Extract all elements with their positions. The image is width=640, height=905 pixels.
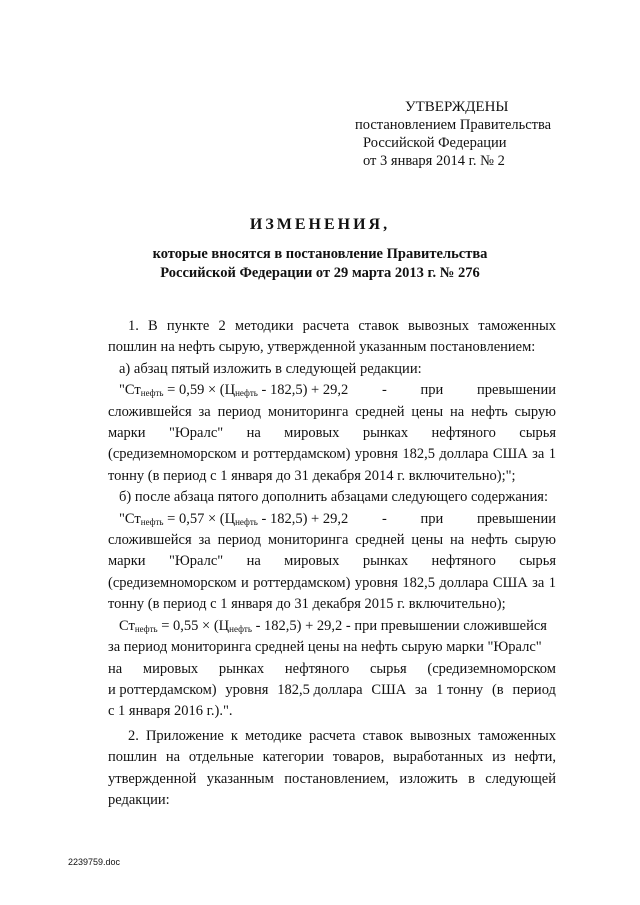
formula-2-line [108,509,556,530]
approval-date-line: от 3 января 2014 г. № 2 [363,153,505,169]
formula-1-expression: "$Ст_{нефть} = 0,59 \times (Ц_{нефть} - 182,5) + 29,2$ [119,382,349,399]
approval-block [355,98,605,170]
paragraph-1a: а) абзац пятый изложить в следующей редакции: [119,360,422,377]
formula-2-when: при [420,510,444,527]
formula-2-expression: "$Ст_{нефть} = 0,57 \times (Ц_{нефть} - 182,5) + 29,2$ [119,510,349,527]
formula-1-dash: - [381,382,387,399]
footer-filename: 2239759.doc [68,857,121,867]
formula-2-dash: - [381,510,387,527]
formula-1-word: превышении [477,382,556,399]
paragraph-1b: б) после абзаца пятого дополнить абзацами следующего содержания: [119,489,548,506]
paragraph-1-intro: 1. В пункте 2 методики расчета ставок вывозных таможенных пошлин на нефть сырую, утвержденной указанным постановлением: [108,318,556,356]
formula-3-line-5: с 1 января 2016 г.).". [108,703,233,720]
approval-title: УТВЕРЖДЕНЫ [405,99,509,115]
formula-1-when: при [420,382,444,399]
approval-line-2: Российской Федерации [363,135,507,151]
formula-3-line-4: и роттердамском) уровня 182,5 доллара США за 1 тонну (в период [108,681,556,698]
document-subtitle-line-1: которые вносятся в постановление Правительства [152,246,488,262]
paragraph-2: 2. Приложение к методике расчета ставок вывозных таможенных пошлин на отдельные категории товаров, выработанных из нефти, утвержденной указанным постановлением, изложить в следующей редакции: [108,727,556,808]
formula-3-line-2: за период мониторинга средней цены на нефть сырую марки "Юралс" [108,639,542,656]
formula-2-continuation: сложившейся за период мониторинга средней цены на нефть сырую марки "Юралс" на мировых рынках нефтяного сырья (средиземноморском и роттердамском) уровня 182,5 доллара США за 1 тонну (в период с 1 января до 31 декабря 2015 г. включительно); [108,532,556,613]
approval-line-1: постановлением Правительства [355,117,552,133]
document-subtitle-line-2: Российской Федерации от 29 марта 2013 г. № 276 [160,265,480,281]
formula-3-line-3: на мировых рынках нефтяного сырья (средиземноморском [108,660,556,677]
formula-1-continuation: сложившейся за период мониторинга средней цены на нефть сырую марки "Юралс" на мировых рынках нефтяного сырья (средиземноморском и роттердамском) уровня 182,5 доллара США за 1 тонну (в период с 1 января до 31 декабря 2014 г. включительно);"; [108,403,556,484]
formula-2-word: превышении [477,510,556,527]
formula-1-line [108,380,556,401]
formula-3-line: $Ст_{нефть} = 0,55 \times (Ц_{нефть} - 182,5) + 29,2$ - при превышении сложившейся [119,617,547,634]
document-title: ИЗМЕНЕНИЯ, [249,216,391,233]
document-body [108,316,556,811]
